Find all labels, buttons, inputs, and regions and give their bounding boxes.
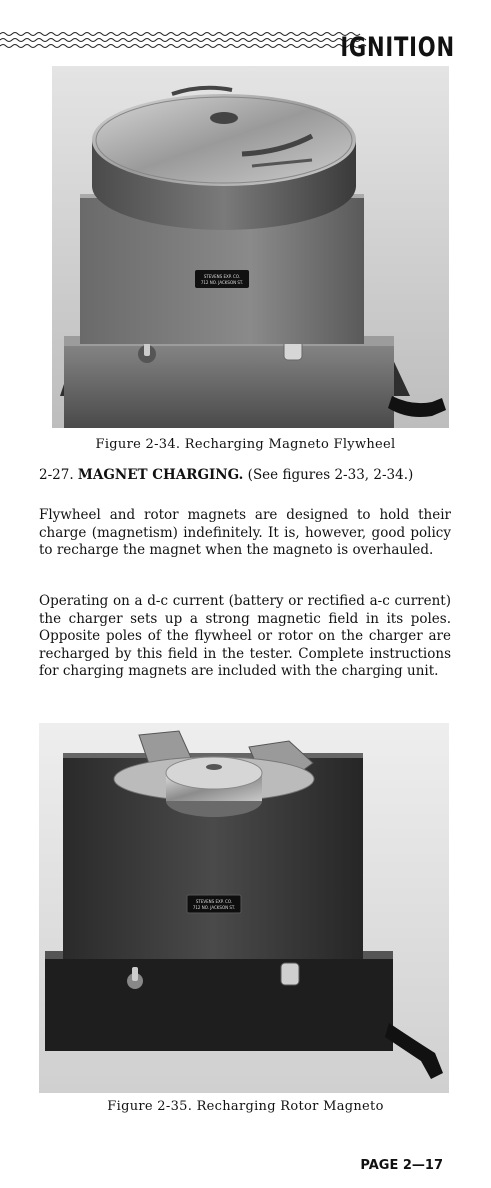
section-title: IGNITION [340, 32, 455, 63]
section-heading [39, 467, 459, 483]
header-wavy-rule [0, 30, 368, 50]
nameplate-line2: 712 NO. JACKSON ST. [192, 905, 236, 910]
nameplate-line1: STEVENS EXP. CO. [195, 899, 233, 904]
figure-2-34-caption: Figure 2-34. Recharging Magneto Flywheel [95, 437, 396, 452]
section-reference: (See figures 2-33, 2-34.) [247, 467, 414, 483]
paragraph-1: Flywheel and rotor magnets are designed to hold their charge (magnetism) indefinitely. It is, however, good policy to recharge the magnet when the magneto is overhauled. [39, 507, 451, 558]
section-title-text: MAGNET CHARGING. [77, 467, 244, 483]
page-number: PAGE 2—17 [360, 1158, 443, 1173]
paragraph-2: Operating on a d-c current (battery or rectified a-c current) the charger sets up a strong magnetic field in its poles. Opposite poles of the flywheel or rotor on the charger are recharged by this field in the tester. Complete instructions for charging magnets are included with the charging unit. [39, 593, 451, 679]
page-header [0, 18, 491, 63]
section-number: 2-27. [39, 467, 74, 483]
figure-2-35-photo [39, 723, 449, 1093]
figure-2-34-photo [52, 66, 449, 428]
nameplate-line2: 712 NO. JACKSON ST. [200, 280, 244, 285]
figure-2-35-caption: Figure 2-35. Recharging Rotor Magneto [107, 1099, 384, 1114]
nameplate-line1: STEVENS EXP. CO. [203, 274, 241, 279]
